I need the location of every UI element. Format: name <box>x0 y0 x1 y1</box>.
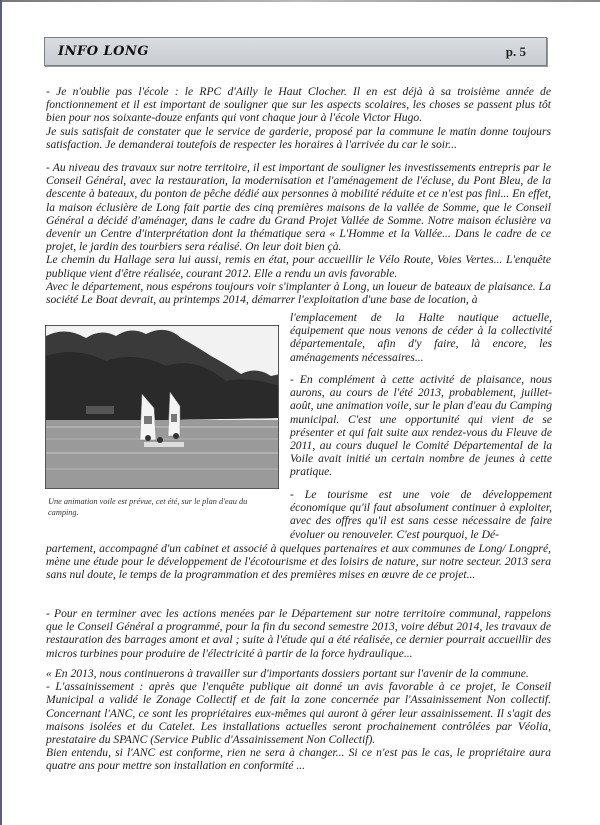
paragraph-text: - L'assainissement : après que l'enquête publique ait donné un avis favorable à ce projet, le Conseil Municipal a validé le Zonage Collectif et de fait la zone concernée par l'Assainissement Non collectif. Concernant l'ANC, ce sont les propriétaires eux-mêmes qui auront à gérer leur assainissement. Il s'agit des maisons isolées et du Catelet. Les installations actuelles seront prochainement contrôlées par Véolia, prestataire du SPANC (Service Public d'Assainissement Non Collectif). <box>46 680 551 747</box>
paragraph-text: - Pour en terminer avec les actions menées par le Département sur notre territoire communal, rappelons que le Conseil Général a programmé, pour la fin du second semestre 2013, voire début 2014, les travaux de restauration des barrages amont et aval ; suite à l'étude qui a été réalisée, ce dernier pourrait accueillir des micros turbines pour produire de l'électricité à partir de la force hydraulique... <box>46 607 551 660</box>
page-left-edge <box>0 0 2 825</box>
paragraph-school <box>46 85 551 151</box>
paragraph-tourism-continued <box>46 542 551 582</box>
paragraph-text: Le chemin du Hallage sera lui aussi, remis en état, pour accueillir le Vélo Route, Voies Vertes... L'enquête publique vient d'être réalisée, courant 2012. Elle a rendu un avis favorable. <box>46 253 551 280</box>
sailboat-image-icon <box>46 326 279 489</box>
paragraph-text: « En 2013, nous continuerons à travailler sur d'importants dossiers portant sur l'avenir de la commune. <box>46 667 529 680</box>
paragraph-text: Je suis satisfait de constater que le service de garderie, proposé par la commune le matin donne toujours satisfaction. Je demanderai toutefois de respecter les horaires à l'arrivée du car le soir... <box>46 124 551 151</box>
newsletter-header-bar <box>44 37 547 66</box>
paragraph-text: Avec le département, nous espérons toujours voir s'implanter à Long, un loueur de bateaux de plaisance. La société Le Boat devrait, au printemps 2014, démarrer l'exploitation d'une base de location, à <box>46 279 551 307</box>
paragraph-text: l'emplacement de la Halte nautique actuelle, équipement que nous venons de céder à la collectivité départementale, afin d'y faire, là encore, les aménagements nécessaires... <box>290 311 552 364</box>
sailboats-photo <box>45 325 279 489</box>
paragraph-halte-nautique <box>290 311 552 364</box>
page-number: p. 5 <box>505 44 526 59</box>
paragraph-text: - En complément à cette activité de plaisance, nous aurons, au cours de l'été 2013, probablement, juillet-août, une animation voile, sur le plan d'eau du Camping municipal. C'est une opportunité qui vient de se présenter et qui fait suite aux rendez-vous du Fleuve de 2011, au cours duquel le Comité Départemental de la Voile avait initié un certain nombre de jeunes à cette pratique. <box>290 373 552 479</box>
paragraph-text: partement, accompagné d'un cabinet et associé à quelques partenaires et aux communes de Long/ Longpré, mène une étude pour le développement de l'écotourisme et des loisirs de nature, sur notre secteur. 2013 sera sans nul doute, le temps de la programmation et des premières mises en œuvre de ce projet... <box>46 542 551 582</box>
page-top-edge <box>0 0 600 2</box>
paragraph-works <box>46 161 551 306</box>
paragraph-text: - Le tourisme est une voie de développement économique qu'il faut absolument continuer à exploiter, avec des offres qu'il est sans cesse nécessaire de faire évoluer ou renouveler. C'est pourquoi, le Dé- <box>290 488 552 541</box>
paragraph-text: - Je n'oublie pas l'école : le RPC d'Ailly le Haut Clocher. Il en est déjà à sa troisième année de fonctionnement et il est important de souligner que sur les aspects scolaires, les choses se passent plus tôt bien pour nos soixante-douze enfants qui vont chaque jour à l'école Victor Hugo. <box>46 85 551 125</box>
paragraph-tourism <box>290 488 552 541</box>
paragraph-text: Bien entendu, si l'ANC est conforme, rien ne sera à changer... Si ce n'est pas le cas, le propriétaire aura quatre ans pour mettre son installation en conformité ... <box>46 746 551 773</box>
paragraph-sailing <box>290 373 552 479</box>
paragraph-sanitation <box>46 667 551 773</box>
paragraph-text: - Au niveau des travaux sur notre territoire, il est important de souligner les investissements entrepris par le Conseil Général, avec la restauration, la modernisation et l'aménagement de l'écluse, du Pont Bleu, de la descente à bateaux, du ponton de pêche dédié aux personnes à mobilité réduite et ce n'est pas fini... En effet, la maison éclusière de Long fait partie des cinq premières maisons de la vallée de Somme, que le Conseil Général a décidé d'aménager, dans le cadre du Grand Projet Vallée de Somme. Notre maison éclusière va devenir un Centre d'interprétation dont la thématique sera « L'Homme et la Vallée... Dans le cadre de ce projet, le jardin des tourbiers sera réalisé. On leur doit bien çà. <box>46 161 551 254</box>
newsletter-title: INFO LONG <box>58 44 149 59</box>
paragraph-dams <box>46 607 551 660</box>
photo-caption: Une animation voile est prévue, cet été, sur le plan d'eau du camping. <box>48 497 248 517</box>
